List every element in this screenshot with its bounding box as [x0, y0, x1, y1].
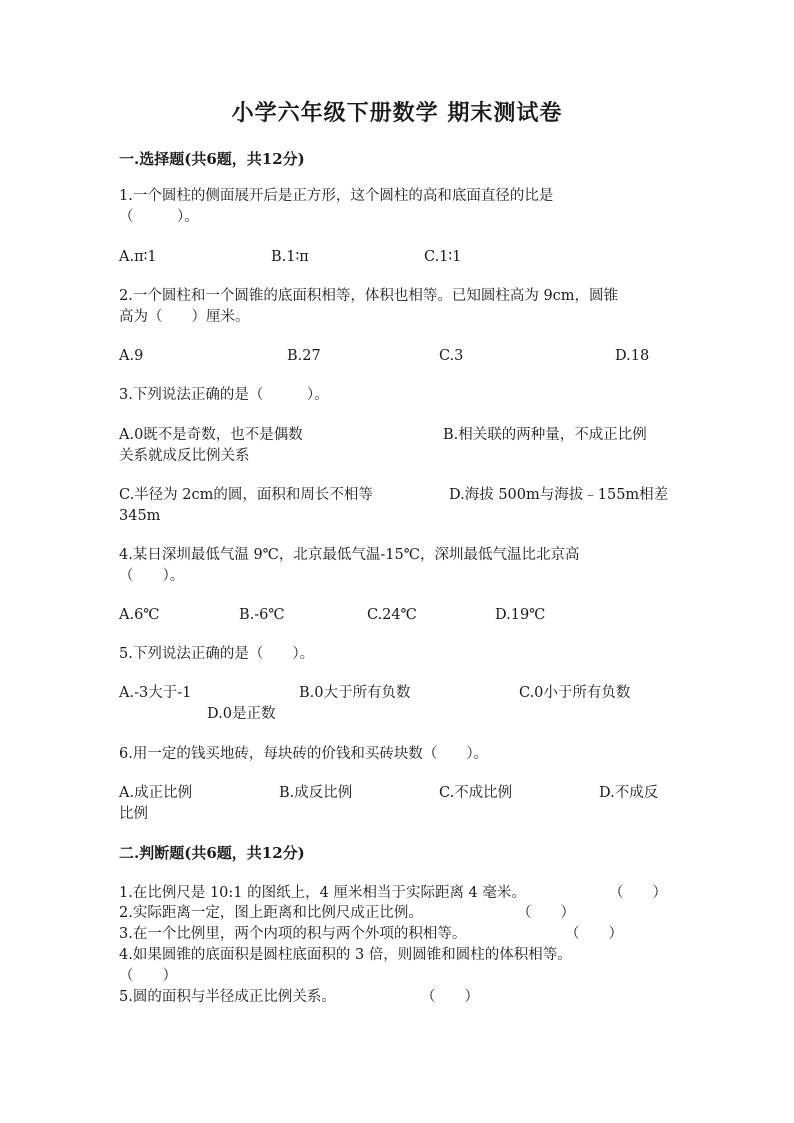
question-4-option-a: A.6℃ — [119, 607, 160, 623]
question-5-option-d: D.0是正数 — [207, 706, 276, 722]
judgement-5-text: 5.圆的面积与半径成正比例关系。 — [119, 989, 336, 1005]
question-3-option-a: A.0既不是奇数，也不是偶数 — [119, 427, 303, 443]
question-6-option-a: A.成正比例 — [119, 785, 193, 801]
judgement-2-blank: （ ） — [517, 905, 575, 921]
question-4-option-b: B.-6℃ — [239, 607, 285, 623]
question-5-stem: 5.下列说法正确的是（ ）。 — [119, 646, 315, 662]
page-title: 小学六年级下册数学 期末测试卷 — [231, 100, 563, 126]
question-5-option-c: C.0小于所有负数 — [519, 685, 631, 701]
question-3-option-d-cont: 345m — [119, 508, 161, 524]
section-heading-choice: 一.选择题(共6题，共12分) — [119, 150, 305, 168]
question-3-option-b: B.相关联的两种量，不成正比例 — [443, 427, 647, 443]
question-1-option-c: C.1∶1 — [424, 249, 462, 265]
question-6-option-b: B.成反比例 — [279, 785, 353, 801]
question-3-option-d: D.海拔 500m与海拔﹣155m相差 — [449, 487, 669, 503]
question-2-option-b: B.27 — [287, 348, 321, 364]
question-5-option-a: A.-3大于-1 — [119, 685, 192, 701]
question-4-stem-line1: 4.某日深圳最低气温 9℃，北京最低气温-15℃，深圳最低气温比北京高 — [119, 547, 580, 563]
judgement-5-blank: （ ） — [421, 989, 479, 1005]
question-1-stem-line2: （ ）。 — [119, 209, 199, 225]
judgement-2-text: 2.实际距离一定，图上距离和比例尺成正比例。 — [119, 905, 423, 921]
judgement-4-text: 4.如果圆锥的底面积是圆柱底面积的 3 倍，则圆锥和圆柱的体积相等。 — [119, 947, 572, 963]
judgement-4-blank: （ ） — [119, 968, 177, 984]
judgement-1-blank: （ ） — [609, 885, 667, 901]
question-6-stem: 6.用一定的钱买地砖，每块砖的价钱和买砖块数（ ）。 — [119, 746, 489, 762]
question-2-option-a: A.9 — [119, 348, 144, 364]
question-3-option-b-cont: 关系就成反比例关系 — [119, 448, 250, 464]
question-3-option-c: C.半径为 2cm的圆，面积和周长不相等 — [119, 487, 373, 503]
judgement-3-text: 3.在一个比例里，两个内项的积与两个外项的积相等。 — [119, 926, 467, 942]
judgement-1-text: 1.在比例尺是 10:1 的图纸上，4 厘米相当于实际距离 4 毫米。 — [119, 885, 526, 901]
question-3-stem: 3.下列说法正确的是（ ）。 — [119, 387, 329, 403]
question-2-option-c: C.3 — [439, 348, 464, 364]
question-6-option-d-cont: 比例 — [119, 806, 148, 822]
judgement-3-blank: （ ） — [565, 926, 623, 942]
question-2-stem-line1: 2.一个圆柱和一个圆锥的底面积相等，体积也相等。已知圆柱高为 9cm，圆锥 — [119, 288, 619, 304]
question-4-option-d: D.19℃ — [495, 607, 546, 623]
question-1-option-b: B.1∶π — [271, 249, 309, 265]
question-6-option-d: D.不成反 — [599, 785, 659, 801]
question-2-option-d: D.18 — [615, 348, 650, 364]
question-4-option-c: C.24℃ — [367, 607, 417, 623]
question-1-option-a: A.π∶1 — [119, 249, 157, 265]
question-6-option-c: C.不成比例 — [439, 785, 513, 801]
section-heading-judgement: 二.判断题(共6题，共12分) — [119, 844, 305, 862]
question-1-stem-line1: 1.一个圆柱的侧面展开后是正方形，这个圆柱的高和底面直径的比是 — [119, 188, 554, 204]
question-4-stem-line2: （ ）。 — [119, 568, 185, 584]
question-5-option-b: B.0大于所有负数 — [299, 685, 411, 701]
question-2-stem-line2: 高为（ ）厘米。 — [119, 309, 250, 325]
